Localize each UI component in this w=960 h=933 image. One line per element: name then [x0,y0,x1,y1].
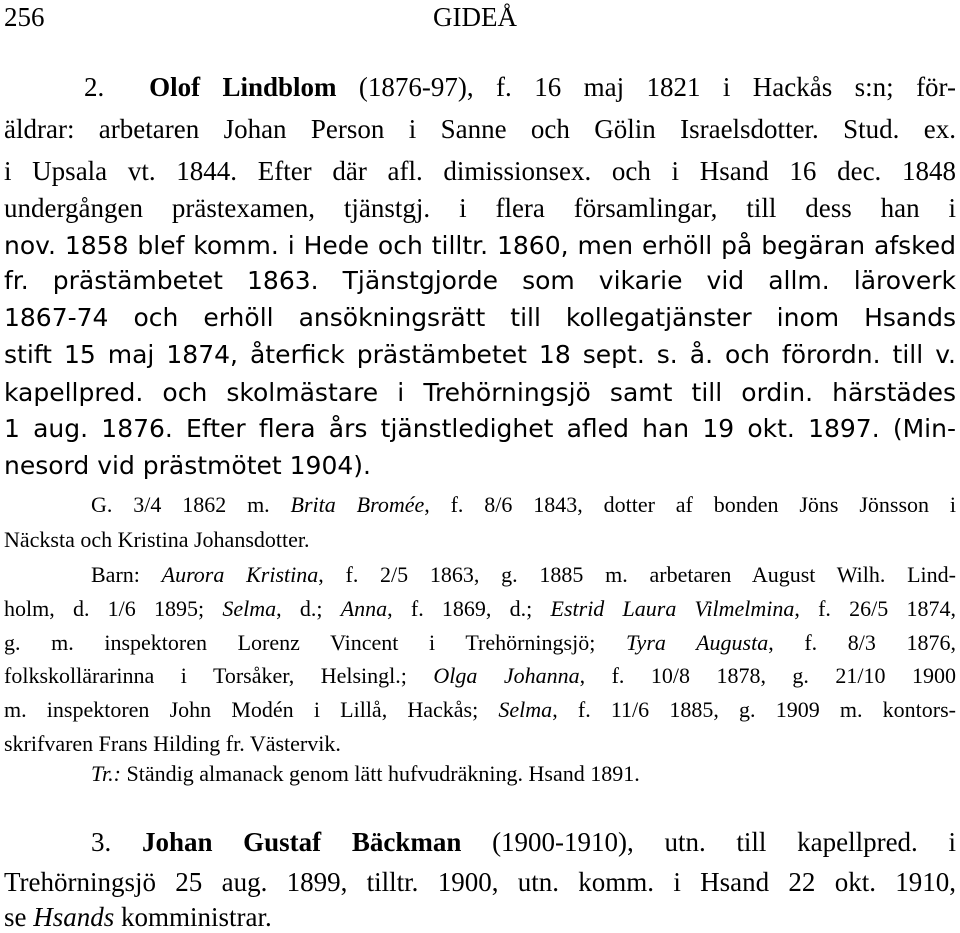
entry2-line-2: äldrar: arbetaren Johan Person i Sanne och Gölin Israelsdotter. Stud. ex. [4,114,956,144]
entry2-line-8: stift 15 maj 1874, återfick prästämbetet 18 sept. s. å. och förordn. till v. [4,340,956,369]
entry3-line-1: 3. Johan Gustaf Bäckman (1900-1910), utn. till kapellpred. i [91,827,956,857]
entry3-line-3: se Hsands komministrar. [4,902,272,932]
page-number: 256 [4,2,45,32]
entry2-line-9: kapellpred. och skolmästare i Trehörningsjö samt till ordin. härstädes [4,378,956,407]
marriage-line-1: G. 3/4 1862 m. Brita Bromée, f. 8/6 1843, dotter af bonden Jöns Jönsson i [91,492,956,517]
entry2-line-5: nov. 1858 blef komm. i Hede och tilltr. 1860, men erhöll på begäran afsked [4,231,956,260]
entry2-line-11: nesord vid prästmötet 1904). [4,451,371,480]
spouse-name: Brita Bromée [290,492,425,517]
entry2-line-1: 2. Olof Lindblom (1876-97), f. 16 maj 1821 i Hackås s:n; för- [84,72,957,102]
children-line-5: m. inspektoren John Modén i Lillå, Hackås; Selma, f. 11/6 1885, g. 1909 m. kontors- [4,697,957,722]
children-line-3: g. m. inspektoren Lorenz Vincent i Trehörningsjö; Tyra Augusta, f. 8/3 1876, [4,630,956,655]
children-line-2: holm, d. 1/6 1895; Selma, d.; Anna, f. 1869, d.; Estrid Laura Vilmelmina, f. 26/5 1874, [4,596,956,621]
entry3-line-2: Trehörningsjö 25 aug. 1899, tilltr. 1900, utn. komm. i Hsand 22 okt. 1910, [4,867,956,897]
works-line: Tr.: Ständig almanack genom lätt hufvudräkning. Hsand 1891. [91,761,640,786]
children-line-4: folkskollärarinna i Torsåker, Helsingl.; Olga Johanna, f. 10/8 1878, g. 21/10 1900 [4,663,956,688]
entry2-line-10: 1 aug. 1876. Efter flera års tjänstledighet afled han 19 okt. 1897. (Min- [4,414,956,443]
entry2-line-4: undergången prästexamen, tjänstgj. i flera församlingar, till dess han i [4,193,956,223]
entry2-line-7: 1867-74 och erhöll ansökningsrätt till kollegatjänster inom Hsands [4,303,956,332]
entry2-name: Olof Lindblom [149,72,337,102]
marriage-line-2: Näcksta och Kristina Johansdotter. [4,527,310,552]
running-title: GIDEÅ [433,2,517,32]
children-line-1: Barn: Aurora Kristina, f. 2/5 1863, g. 1885 m. arbetaren August Wilh. Lind- [91,562,956,587]
entry2-line-3: i Upsala vt. 1844. Efter där afl. dimissionsex. och i Hsand 16 dec. 1848 [4,156,956,186]
children-line-6: skrifvaren Frans Hilding fr. Västervik. [4,731,341,756]
entry2-line-6: fr. prästämbetet 1863. Tjänstgjorde som vikarie vid allm. läroverk [4,266,956,295]
entry3-name: Johan Gustaf Bäckman [141,827,462,857]
